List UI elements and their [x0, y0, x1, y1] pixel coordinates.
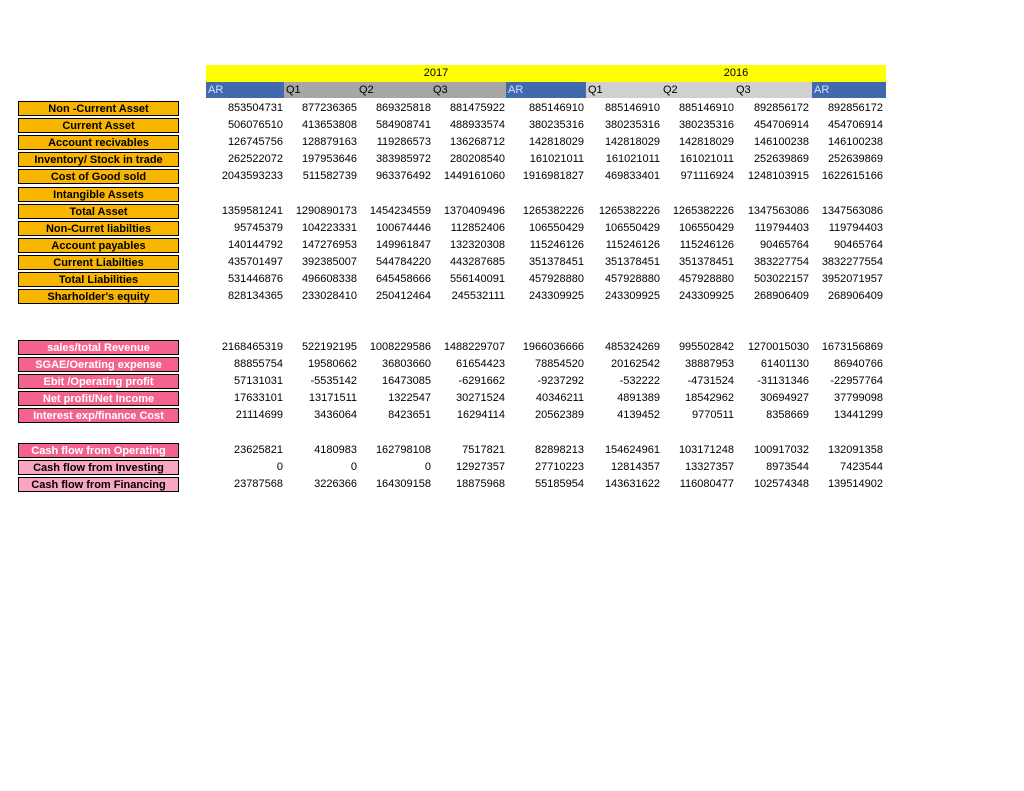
data-cell[interactable]: 250412464	[375, 290, 431, 303]
data-cell[interactable]: -532222	[619, 375, 660, 388]
data-cell[interactable]: 13441299	[834, 409, 883, 422]
data-cell[interactable]: 485324269	[604, 341, 660, 353]
data-cell[interactable]: 132091358	[827, 444, 883, 456]
year-header-bar	[206, 65, 886, 82]
data-cell[interactable]: 1265382226	[522, 204, 584, 217]
data-cell[interactable]: 115246126	[679, 238, 734, 251]
data-cell[interactable]: 21114699	[235, 409, 283, 422]
data-cell[interactable]: 61401130	[760, 358, 809, 371]
data-cell[interactable]: 164309158	[375, 478, 431, 491]
data-cell[interactable]: 119286573	[376, 136, 431, 149]
data-cell[interactable]: 1265382226	[598, 204, 660, 217]
data-cell[interactable]: 457928880	[528, 273, 584, 285]
data-cell[interactable]: 142818029	[528, 136, 584, 149]
data-cell[interactable]: 8358669	[766, 409, 809, 422]
data-cell[interactable]	[656, 186, 734, 203]
data-cell[interactable]: 115246126	[605, 238, 660, 251]
data-cell[interactable]: 104223331	[301, 221, 357, 234]
data-cell[interactable]: 392385007	[301, 255, 357, 268]
data-cell[interactable]: 36803660	[382, 358, 431, 371]
data-cell[interactable]: 2168465319	[221, 341, 283, 353]
row-label[interactable]: Cost of Good sold	[18, 169, 179, 184]
data-cell[interactable]: 106550429	[604, 221, 660, 234]
row-label[interactable]: Account payables	[18, 238, 179, 253]
data-cell[interactable]: 90465764	[834, 238, 883, 251]
data-cell[interactable]: 106550429	[678, 221, 734, 234]
data-cell[interactable]: 584908741	[375, 119, 431, 132]
row-label[interactable]: Interest exp/finance Cost	[18, 408, 179, 423]
data-cell[interactable]: 37799098	[834, 392, 883, 405]
data-cell[interactable]: 27710223	[535, 461, 584, 474]
data-cell[interactable]: 95745379	[234, 221, 283, 234]
data-cell[interactable]: 1265382226	[672, 204, 734, 217]
data-cell[interactable]: 7423544	[840, 461, 883, 474]
row-label[interactable]: Current Asset	[18, 118, 179, 133]
data-cell[interactable]: 126745756	[227, 136, 283, 149]
data-cell[interactable]: 280208540	[449, 153, 505, 166]
data-cell[interactable]: 146100238	[753, 136, 809, 149]
data-cell[interactable]: 147276953	[301, 238, 357, 251]
data-cell[interactable]	[582, 186, 660, 203]
data-cell[interactable]: 1322547	[388, 392, 431, 405]
data-cell[interactable]: 1966036666	[522, 341, 584, 353]
data-cell[interactable]: 140144792	[227, 238, 283, 251]
data-cell[interactable]: 119794403	[828, 221, 883, 234]
data-cell[interactable]: 380235316	[604, 119, 660, 132]
data-cell[interactable]: 9770511	[691, 409, 734, 422]
data-cell[interactable]: 556140091	[449, 273, 505, 285]
data-cell[interactable]: 128879163	[301, 136, 357, 149]
data-cell[interactable]: 268906409	[753, 290, 809, 303]
data-cell[interactable]: 119794403	[754, 221, 809, 234]
data-cell[interactable]: 3832277554	[821, 255, 883, 268]
data-cell[interactable]: 243309925	[678, 290, 734, 303]
period-header-6[interactable]: Q2	[661, 82, 734, 98]
year-2017-label[interactable]: 2017	[423, 67, 449, 79]
data-cell[interactable]: 1916981827	[522, 170, 584, 183]
data-cell[interactable]: 3226366	[314, 478, 357, 491]
data-cell[interactable]: 30694927	[760, 392, 809, 405]
data-cell[interactable]: 351378451	[604, 255, 660, 268]
data-cell[interactable]: 1370409496	[443, 204, 505, 217]
data-cell[interactable]: 88855754	[234, 358, 283, 371]
data-cell[interactable]: 142818029	[604, 136, 660, 149]
row-label[interactable]: Account recivables	[18, 135, 179, 150]
data-cell[interactable]: 112852406	[450, 221, 505, 234]
data-cell[interactable]: 162798108	[375, 444, 431, 456]
data-cell[interactable]: 23625821	[234, 444, 283, 456]
data-cell[interactable]: 18542962	[685, 392, 734, 405]
year-2016-label[interactable]: 2016	[723, 67, 749, 79]
data-cell[interactable]: 4180983	[314, 444, 357, 456]
data-cell[interactable]: 13327357	[685, 461, 734, 474]
data-cell[interactable]: 881475922	[449, 102, 505, 114]
data-cell[interactable]: 16473085	[382, 375, 431, 388]
data-cell[interactable]: 30271524	[456, 392, 505, 405]
data-cell[interactable]: 17633101	[234, 392, 283, 405]
period-header-0[interactable]: AR	[206, 82, 284, 98]
data-cell[interactable]: 161021011	[605, 153, 660, 166]
data-cell[interactable]: 78854520	[535, 358, 584, 371]
row-label[interactable]: Ebit /Operating profit	[18, 374, 179, 389]
data-cell[interactable]	[731, 186, 809, 203]
data-cell[interactable]: 12814357	[611, 461, 660, 474]
data-cell[interactable]: 19580662	[308, 358, 357, 371]
period-header-5[interactable]: Q1	[586, 82, 661, 98]
data-cell[interactable]: 380235316	[528, 119, 584, 132]
data-cell[interactable]: 1248103915	[747, 170, 809, 183]
data-cell[interactable]: 413653808	[301, 119, 357, 132]
data-cell[interactable]: 243309925	[528, 290, 584, 303]
data-cell[interactable]: 645458666	[375, 273, 431, 285]
data-cell[interactable]: 252639869	[753, 153, 809, 166]
data-cell[interactable]: -31131346	[757, 375, 809, 388]
data-cell[interactable]: 383985972	[375, 153, 431, 166]
data-cell[interactable]: 1673156869	[821, 341, 883, 353]
data-cell[interactable]: 351378451	[678, 255, 734, 268]
data-cell[interactable]: -6291662	[458, 375, 505, 388]
data-cell[interactable]: 1449161060	[443, 170, 505, 183]
data-cell[interactable]: 12927357	[456, 461, 505, 474]
data-cell[interactable]: 154624961	[604, 444, 660, 456]
data-cell[interactable]: 1347563086	[747, 204, 809, 217]
data-cell[interactable]: 146100238	[827, 136, 883, 149]
data-cell[interactable]: 496608338	[301, 273, 357, 285]
data-cell[interactable]	[427, 186, 505, 203]
data-cell[interactable]: 1454234559	[369, 204, 431, 217]
row-label[interactable]: sales/total Revenue	[18, 340, 179, 355]
data-cell[interactable]: 892856172	[753, 102, 809, 114]
data-cell[interactable]: 7517821	[462, 444, 505, 456]
data-cell[interactable]: 885146910	[678, 102, 734, 114]
data-cell[interactable]: 457928880	[678, 273, 734, 285]
data-cell[interactable]: 233028410	[301, 290, 357, 303]
row-label[interactable]: Non-Curret liabilties	[18, 221, 179, 236]
data-cell[interactable]: 351378451	[528, 255, 584, 268]
data-cell[interactable]: 2043593233	[221, 170, 283, 183]
row-label[interactable]: Total Liabilities	[18, 272, 179, 287]
data-cell[interactable]: 995502842	[678, 341, 734, 353]
data-cell[interactable]: 90465764	[760, 238, 809, 251]
data-cell[interactable]: 454706914	[753, 119, 809, 132]
data-cell[interactable]: 268906409	[827, 290, 883, 303]
data-cell[interactable]: 57131031	[234, 375, 283, 388]
data-cell[interactable]: 161021011	[679, 153, 734, 166]
data-cell[interactable]: 143631622	[604, 478, 660, 491]
data-cell[interactable]: 1488229707	[443, 341, 505, 353]
data-cell[interactable]: 1347563086	[821, 204, 883, 217]
data-cell[interactable]: 245532111	[451, 290, 505, 303]
data-cell[interactable]: 511582739	[302, 170, 357, 183]
data-cell[interactable]: 506076510	[227, 119, 283, 132]
data-cell[interactable]: 1008229586	[369, 341, 431, 353]
row-label[interactable]: Net profit/Net Income	[18, 391, 179, 406]
row-label[interactable]: Cash flow from Investing	[18, 460, 179, 475]
data-cell[interactable]: 20162542	[611, 358, 660, 371]
data-cell[interactable]: 102574348	[753, 478, 809, 491]
data-cell[interactable]: 100917032	[753, 444, 809, 456]
row-label[interactable]: Current Liabilties	[18, 255, 179, 270]
data-cell[interactable]: 892856172	[827, 102, 883, 114]
data-cell[interactable]: 457928880	[604, 273, 660, 285]
period-header-8[interactable]: AR	[812, 82, 886, 98]
data-cell[interactable]: 55185954	[535, 478, 584, 491]
data-cell[interactable]: 435701497	[227, 255, 283, 268]
row-label[interactable]: Cash flow from Financing	[18, 477, 179, 492]
data-cell[interactable]: 82898213	[535, 444, 584, 456]
data-cell[interactable]: 443287685	[449, 255, 505, 268]
data-cell[interactable]: 383227754	[753, 255, 809, 268]
data-cell[interactable]: 1290890173	[295, 204, 357, 217]
data-cell[interactable]: 139514902	[827, 478, 883, 491]
data-cell[interactable]: 0	[424, 461, 431, 474]
data-cell[interactable]: 8973544	[766, 461, 809, 474]
data-cell[interactable]	[506, 186, 584, 203]
data-cell[interactable]	[353, 186, 431, 203]
data-cell[interactable]: 103171248	[678, 444, 734, 456]
data-cell[interactable]: 20562389	[535, 409, 584, 422]
data-cell[interactable]: 869325818	[375, 102, 431, 114]
row-label[interactable]: Total Asset	[18, 204, 179, 219]
data-cell[interactable]: 1359581241	[221, 204, 283, 217]
row-label[interactable]: SGAE/Oerating expense	[18, 357, 179, 372]
data-cell[interactable]: 488933574	[449, 119, 505, 132]
data-cell[interactable]: 243309925	[604, 290, 660, 303]
data-cell[interactable]: 885146910	[528, 102, 584, 114]
data-cell[interactable]: 38887953	[685, 358, 734, 371]
data-cell[interactable]: 503022157	[753, 273, 809, 285]
data-cell[interactable]: 252639869	[827, 153, 883, 166]
data-cell[interactable]: 262522072	[227, 153, 283, 166]
data-cell[interactable]: 142818029	[678, 136, 734, 149]
period-header-2[interactable]: Q2	[357, 82, 431, 98]
data-cell[interactable]: 18875968	[456, 478, 505, 491]
data-cell[interactable]: 116080477	[679, 478, 734, 491]
data-cell[interactable]: 40346211	[535, 392, 584, 405]
data-cell[interactable]: 1270015030	[747, 341, 809, 353]
data-cell[interactable]: 522192195	[301, 341, 357, 353]
data-cell[interactable]: 454706914	[827, 119, 883, 132]
data-cell[interactable]: 100674446	[375, 221, 431, 234]
row-label[interactable]: Sharholder's equity	[18, 289, 179, 304]
data-cell[interactable]: 531446876	[227, 273, 283, 285]
data-cell[interactable]: 132320308	[449, 238, 505, 251]
row-label[interactable]: Cash flow from Operating	[18, 443, 179, 458]
row-label[interactable]: Non -Current Asset	[18, 101, 179, 116]
data-cell[interactable]: 13171511	[308, 392, 357, 405]
data-cell[interactable]: 8423651	[388, 409, 431, 422]
period-header-3[interactable]: Q3	[431, 82, 506, 98]
data-cell[interactable]: 0	[350, 461, 357, 474]
data-cell[interactable]: 971116924	[680, 170, 734, 183]
data-cell[interactable]: 161021011	[529, 153, 584, 166]
data-cell[interactable]: 3436064	[314, 409, 357, 422]
data-cell[interactable]	[805, 186, 883, 203]
data-cell[interactable]: -5535142	[310, 375, 357, 388]
data-cell[interactable]: 544784220	[375, 255, 431, 268]
data-cell[interactable]: 3952071957	[821, 273, 883, 285]
data-cell[interactable]: 61654423	[456, 358, 505, 371]
data-cell[interactable]	[279, 186, 357, 203]
data-cell[interactable]: 197953646	[301, 153, 357, 166]
row-label[interactable]: Intangible Assets	[18, 187, 179, 202]
data-cell[interactable]: 86940766	[834, 358, 883, 371]
data-cell[interactable]: -4731524	[687, 375, 734, 388]
data-cell[interactable]: 877236365	[301, 102, 357, 114]
data-cell[interactable]: 828134365	[227, 290, 283, 303]
period-header-1[interactable]: Q1	[284, 82, 357, 98]
data-cell[interactable]: 136268712	[449, 136, 505, 149]
data-cell[interactable]: 106550429	[528, 221, 584, 234]
data-cell[interactable]: -22957764	[830, 375, 883, 388]
data-cell[interactable]: 0	[276, 461, 283, 474]
period-header-4[interactable]: AR	[506, 82, 586, 98]
data-cell[interactable]: 4139452	[617, 409, 660, 422]
data-cell[interactable]: 1622615166	[821, 170, 883, 183]
data-cell[interactable]: 23787568	[234, 478, 283, 491]
data-cell[interactable]: 380235316	[678, 119, 734, 132]
data-cell[interactable]: 853504731	[227, 102, 283, 114]
data-cell[interactable]: 16294114	[456, 409, 505, 422]
data-cell[interactable]: 149961847	[375, 238, 431, 251]
data-cell[interactable]: 4891389	[617, 392, 660, 405]
data-cell[interactable]: 469833401	[604, 170, 660, 183]
row-label[interactable]: Inventory/ Stock in trade	[18, 152, 179, 167]
period-header-7[interactable]: Q3	[734, 82, 812, 98]
data-cell[interactable]	[205, 186, 283, 203]
data-cell[interactable]: 115246126	[529, 238, 584, 251]
data-cell[interactable]: 885146910	[604, 102, 660, 114]
data-cell[interactable]: -9237292	[537, 375, 584, 388]
data-cell[interactable]: 963376492	[375, 170, 431, 183]
